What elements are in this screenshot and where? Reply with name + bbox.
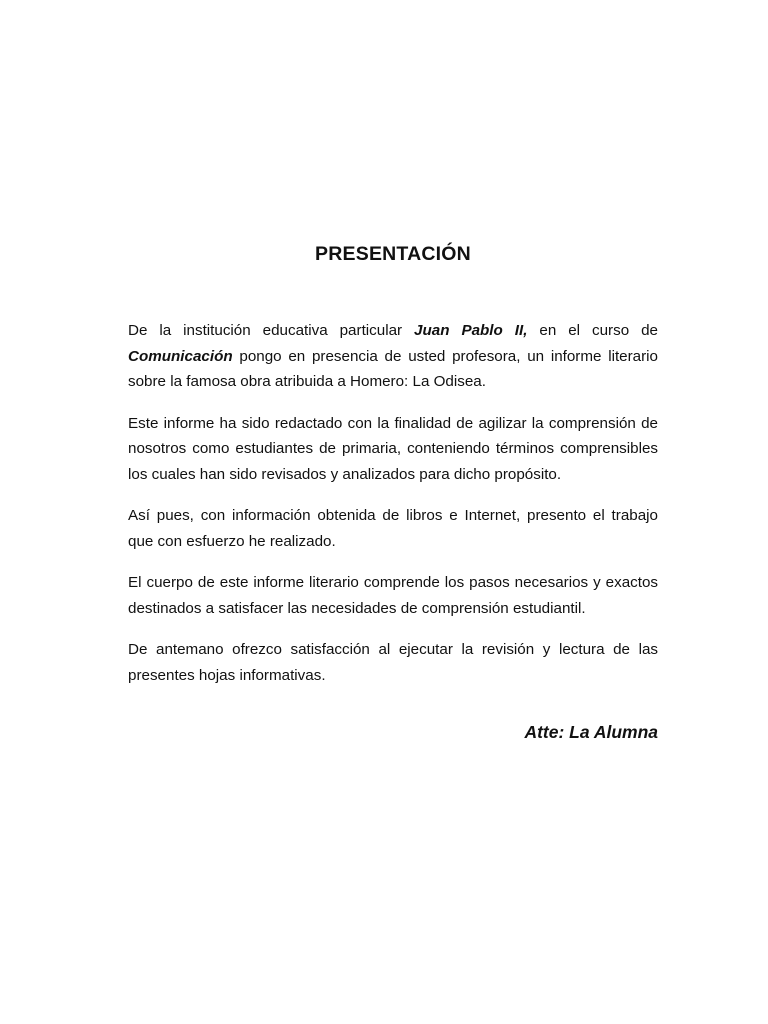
paragraph-4: El cuerpo de este informe literario comprende los pasos necesarios y exactos destinados a satisfacer las necesidades de comprensión estudiantil. <box>128 574 658 617</box>
paragraph-1-text-e: pongo en presencia de usted profesora, un informe literario sobre la famosa obra atribuida a Homero: La Odisea. <box>128 347 658 390</box>
course-name: Comunicación <box>128 347 233 365</box>
school-name: Juan Pablo II, <box>414 322 528 339</box>
signature: Atte: La Alumna <box>524 722 658 742</box>
page-title: PRESENTACIÓN <box>315 243 471 265</box>
paragraph-2: Este informe ha sido redactado con la finalidad de agilizar la comprensión de nosotros como estudiantes de primaria, conteniendo términos comprensibles los cuales han sido revisados y analizados para dicho propósito. <box>128 414 658 483</box>
paragraph-1 <box>128 318 658 395</box>
paragraph-1-text-a: De la institución educativa particular <box>128 322 415 339</box>
paragraph-5: De antemano ofrezco satisfacción al ejecutar la revisión y lectura de las presentes hojas informativas. <box>128 641 658 684</box>
document-body <box>128 318 658 704</box>
paragraph-1-text-c: en el curso de <box>527 322 658 339</box>
paragraph-3: Así pues, con información obtenida de libros e Internet, presento el trabajo que con esfuerzo he realizado. <box>128 507 658 550</box>
